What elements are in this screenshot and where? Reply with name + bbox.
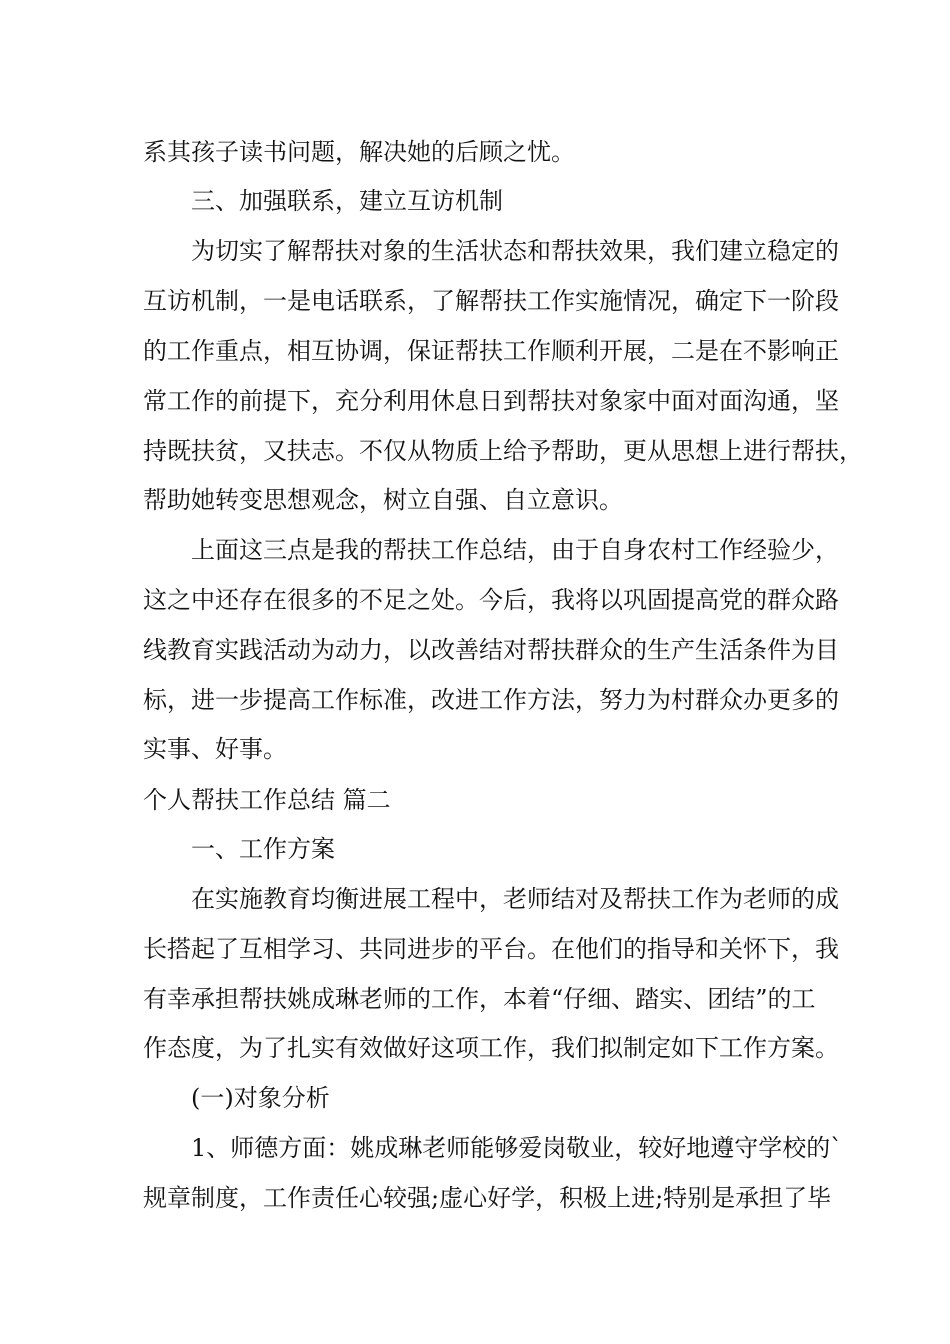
paragraph-line: 持既扶贫，又扶志。不仅从物质上给予帮助，更从思想上进行帮扶，	[143, 437, 863, 465]
paragraph-line: 规章制度，工作责任心较强;虚心好学，积极上进;特别是承担了毕	[143, 1184, 832, 1212]
paragraph-line: 实事、好事。	[143, 735, 287, 763]
section-heading: 三、加强联系，建立互访机制	[191, 187, 503, 215]
paragraph-line: 长搭起了互相学习、共同进步的平台。在他们的指导和关怀下，我	[143, 935, 839, 963]
paragraph-line: 上面这三点是我的帮扶工作总结，由于自身农村工作经验少，	[191, 536, 839, 564]
paragraph-line: 在实施教育均衡进展工程中，老师结对及帮扶工作为老师的成	[191, 885, 839, 913]
section-heading: 一、工作方案	[191, 835, 335, 863]
paragraph-line: 有幸承担帮扶姚成琳老师的工作，本着“仔细、踏实、团结”的工	[143, 985, 816, 1013]
paragraph-line: 1、师德方面：姚成琳老师能够爱岗敬业，较好地遵守学校的`	[191, 1134, 843, 1162]
paragraph-line: 线教育实践活动为动力，以改善结对帮扶群众的生产生活条件为目	[143, 636, 839, 664]
paragraph-line: 常工作的前提下，充分利用休息日到帮扶对象家中面对面沟通，坚	[143, 387, 839, 415]
subsection-heading: (一)对象分析	[191, 1084, 330, 1112]
article-title: 个人帮扶工作总结 篇二	[143, 786, 391, 814]
paragraph-line: 为切实了解帮扶对象的生活状态和帮扶效果，我们建立稳定的	[191, 237, 839, 265]
paragraph-line: 系其孩子读书问题，解决她的后顾之忧。	[143, 138, 575, 166]
paragraph-line: 帮助她转变思想观念，树立自强、自立意识。	[143, 486, 623, 514]
paragraph-line: 互访机制，一是电话联系，了解帮扶工作实施情况，确定下一阶段	[143, 287, 839, 315]
paragraph-line: 的工作重点，相互协调，保证帮扶工作顺利开展，二是在不影响正	[143, 337, 839, 365]
paragraph-line: 标，进一步提高工作标准，改进工作方法，努力为村群众办更多的	[143, 686, 839, 714]
paragraph-line: 作态度，为了扎实有效做好这项工作，我们拟制定如下工作方案。	[143, 1034, 839, 1062]
paragraph-line: 这之中还存在很多的不足之处。今后，我将以巩固提高党的群众路	[143, 586, 839, 614]
